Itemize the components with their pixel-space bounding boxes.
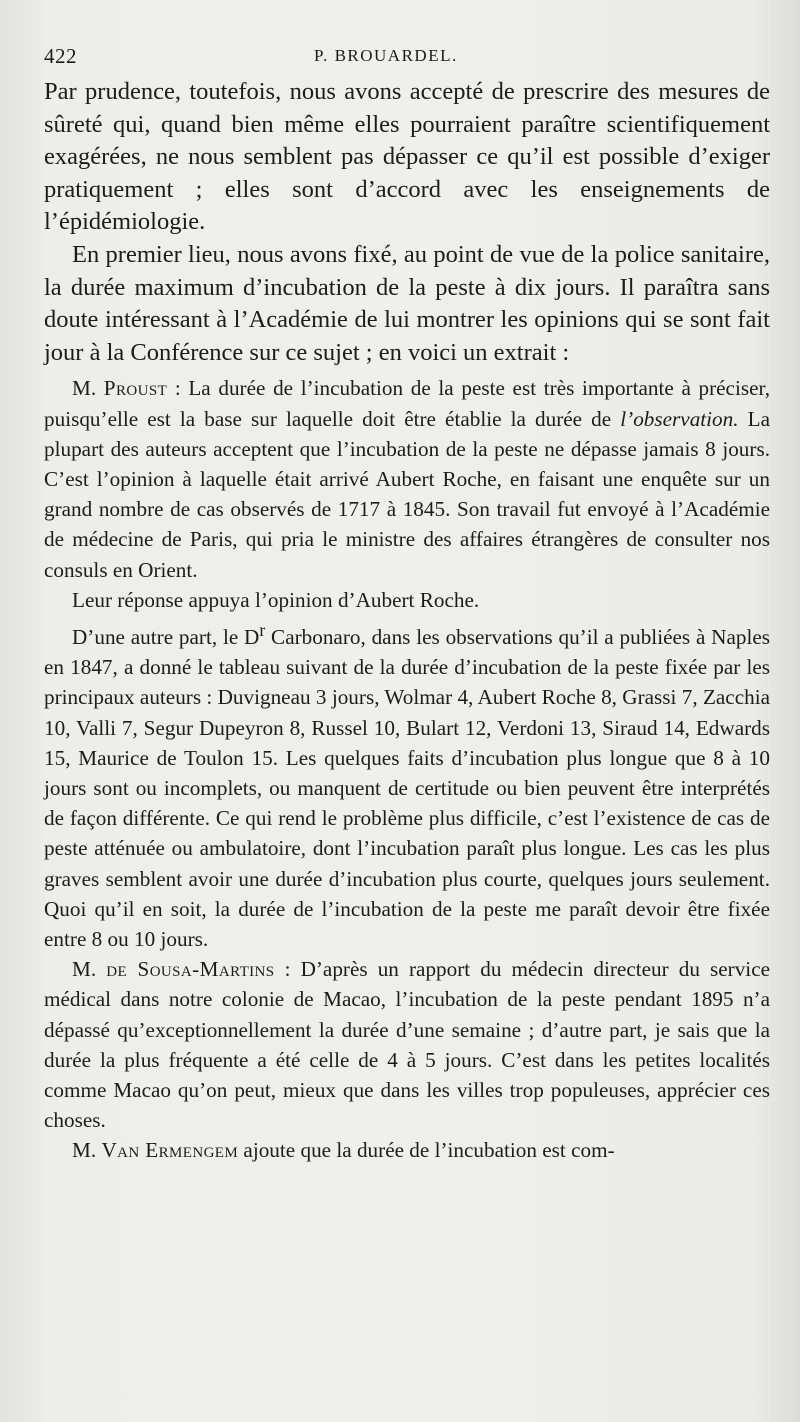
paragraph-carbonaro <box>44 615 770 954</box>
paragraph-proust <box>44 373 770 584</box>
italic-term: l’observation. <box>620 406 739 431</box>
paragraph-text: D’une autre part, le D <box>72 625 260 650</box>
paragraph-van-ermengem <box>44 1135 770 1165</box>
paragraph-reponse: Leur réponse appuya l’opinion d’Aubert Roche. <box>72 587 480 612</box>
paragraph-sousa-martins <box>44 954 770 1135</box>
paragraph-prudence: Par prudence, toutefois, nous avons accepté de prescrire des mesures de sûreté qui, quand bien même elles pourraient paraître scientifiquement exagérées, ne nous semblent pas dépasser ce qu’il est possible d’exiger pratiquement ; elles sont d’accord avec les enseignements de l’épidémiologie. <box>44 78 770 236</box>
paragraph-premier-lieu: En premier lieu, nous avons fixé, au point de vue de la police sanitaire, la durée maximum d’incubation de la peste à dix jours. Il paraîtra sans doute intéressant à l’Académie de lui montrer les opinions qui se sont fait jour à la Conférence sur ce sujet ; en voici un extrait : <box>44 240 770 366</box>
speaker-name: Sousa-Martins <box>127 957 275 982</box>
paragraph-text: ajoute que la durée de l’incubation est com- <box>238 1138 615 1163</box>
conference-extract <box>44 373 770 1165</box>
main-text <box>44 76 770 369</box>
speaker-prefix: M. <box>72 376 104 401</box>
page-number: 422 <box>44 44 77 68</box>
paragraph-text: : D’après un rapport du médecin directeur du service médical dans notre colonie de Macao, l’incubation de la peste pendant 1895 n’a dépassé qu’exceptionnellement la durée d’une semaine ; d’autre part, je sais que la durée la plus fréquente a été celle de 4 à 5 jours. C’est dans les petites localités comme Macao qu’on peut, mieux que dans les villes trop populeuses, apprécier ces choses. <box>44 957 771 1133</box>
paragraph-text: Carbonaro, dans les observations qu’il a publiées à Naples en 1847, a donné le tableau suivant de la durée d’incubation de la peste fixée par les principaux auteurs : Duvigneau 3 jours, Wolmar 4, Aubert Roche 8, Grassi 7, Zacchia 10, Valli 7, Segur Dupeyron 8, Russel 10, Bulart 12, Verdoni 13, Siraud 14, Edwards 15, Maurice de Toulon 15. Les quelques faits d’incubation plus longue que 8 à 10 jours sont ou incomplets, ou manquent de certitude ou bien peuvent être interprétés de façon différente. Ce qui rend le problème plus difficile, c’est l’existence de cas de peste atténuée ou ambulatoire, dont l’incubation paraît plus longue. Les cas les plus graves semblent avoir une durée d’incubation plus courte, quelques jours seulement. Quoi qu’il en soit, la durée de l’incubation de la peste me paraît devoir être fixée entre 8 ou 10 jours. <box>44 625 770 952</box>
running-head <box>44 36 770 76</box>
speaker-name: Van Ermengem <box>101 1138 239 1163</box>
speaker-prefix: M. <box>72 957 107 982</box>
speaker-prefix: M. <box>72 1138 102 1163</box>
running-title: P. BROUARDEL. <box>314 46 458 65</box>
superscript: r <box>259 619 266 640</box>
speaker-particle: de <box>106 957 128 982</box>
paragraph-text: : La durée de l’incubation de la peste est très importante à préciser, puisqu’elle est la base sur laquelle doit être établie la durée de <box>44 376 770 431</box>
paragraph-text: La plupart des auteurs acceptent que l’incubation de la peste ne dépasse jamais 8 jours. C’est l’opinion à laquelle était arrivé Aubert Roche, en faisant une enquête sur un grand nombre de cas observés de 1717 à 1845. Son travail fut envoyé à l’Académie de médecine de Paris, qui pria le ministre des affaires étrangères de consulter nos consuls en Orient. <box>44 406 770 582</box>
speaker-name: Proust <box>103 376 168 401</box>
